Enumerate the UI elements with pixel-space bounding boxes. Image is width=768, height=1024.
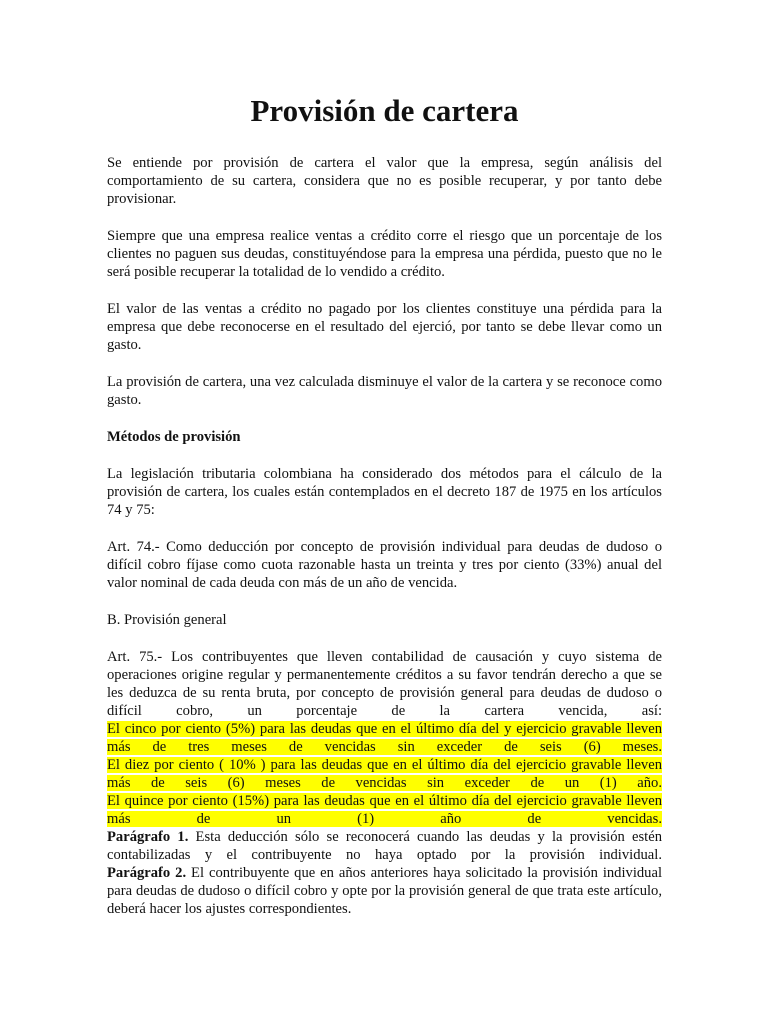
paragraph-definition: Se entiende por provisión de cartera el valor que la empresa, según análisis del comportamiento de su cartera, considera que no es posible recuperar, y por tanto debe provisionar.: [107, 155, 662, 207]
article-75-intro: Art. 75.- Los contribuyentes que lleven contabilidad de causación y cuyo sistema de operaciones origine regular y permanentemente créditos a su favor tendrán derecho a que se les deduzca de su renta bruta, por concepto de provisión general para deudas de dudoso o difícil cobro, un porcentaje de la cartera vencida, así:: [107, 649, 662, 719]
paragraph-expense: La provisión de cartera, una vez calculada disminuye el valor de la cartera y se reconoce como gasto.: [107, 374, 662, 408]
methods-intro: La legislación tributaria colombiana ha considerado dos métodos para el cálculo de la provisión de cartera, los cuales están contemplados en el decreto 187 de 1975 en los artículos 74 y 75:: [107, 466, 662, 518]
highlight-item-15-percent: El quince por ciento (15%) para las deudas que en el último día del ejercicio gravable lleven más de un (1) año de vencidas.: [107, 793, 662, 827]
highlight-item-10-percent: El diez por ciento ( 10% ) para las deudas que en el último día del ejercicio gravable lleven más de seis (6) meses de vencidas sin exceder de un (1) año.: [107, 757, 662, 791]
paragraph-2-text: El contribuyente que en años anteriores haya solicitado la provisión individual para deudas de dudoso o difícil cobro y opte por la provisión general de que trata este artículo, deberá hacer los ajustes correspondientes.: [107, 865, 662, 917]
paragraph-2-label: Parágrafo 2.: [107, 865, 187, 881]
general-provision-heading: B. Provisión general: [107, 612, 227, 628]
paragraph-1: [107, 828, 662, 864]
methods-heading: Métodos de provisión: [107, 429, 241, 445]
page-title: Provisión de cartera: [250, 93, 519, 128]
article-75: [107, 648, 662, 918]
paragraph-1-text: Esta deducción sólo se reconocerá cuando las deudas y la provisión estén contabilizadas y el contribuyente no haya optado por la provisión individual.: [107, 829, 663, 863]
paragraph-2: [107, 864, 662, 918]
paragraph-loss: El valor de las ventas a crédito no pagado por los clientes constituye una pérdida para la empresa que debe reconocerse en el resultado del ejerció, por tanto se debe llevar como un gasto.: [107, 301, 662, 353]
paragraph-1-label: Parágrafo 1.: [107, 829, 189, 845]
highlight-item-5-percent: El cinco por ciento (5%) para las deudas que en el último día del y ejercicio gravable lleven más de tres meses de vencidas sin exceder de seis (6) meses.: [107, 721, 662, 755]
paragraph-risk: Siempre que una empresa realice ventas a crédito corre el riesgo que un porcentaje de los clientes no paguen sus deudas, constituyéndose para la empresa una pérdida, puesto que no le será posible recuperar la totalidad de lo vendido a crédito.: [107, 228, 662, 280]
article-74: Art. 74.- Como deducción por concepto de provisión individual para deudas de dudoso o difícil cobro fíjase como cuota razonable hasta un treinta y tres por ciento (33%) anual del valor nominal de cada deuda con más de un año de vencida.: [107, 539, 662, 591]
